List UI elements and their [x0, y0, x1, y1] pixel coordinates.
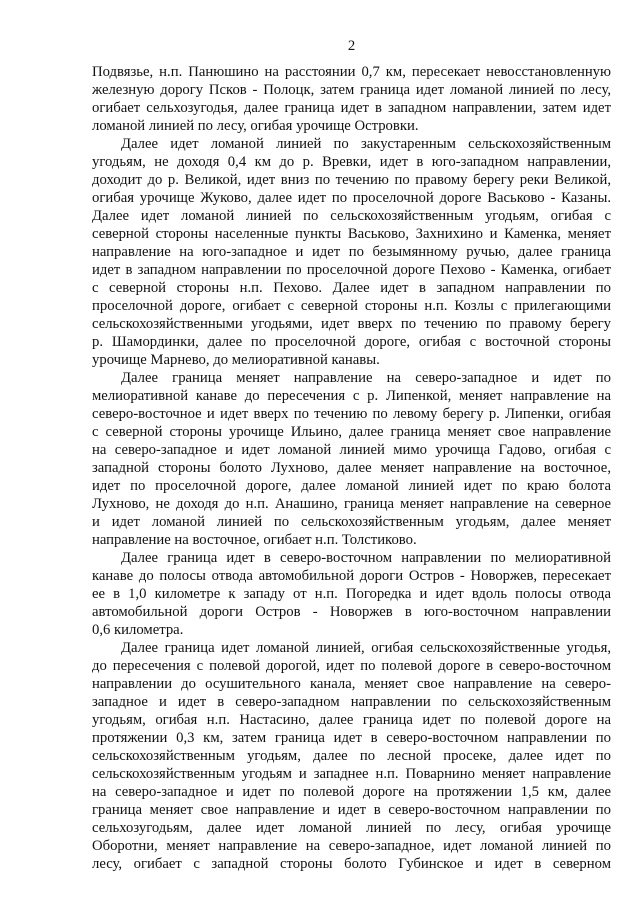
- text-line: урочище Марнево, до мелиоративной канавы.: [92, 352, 380, 368]
- text-line: протяжении 0,3 км, затем граница идет в северо-восточном направлении по: [92, 730, 611, 746]
- text-line: северной стороны населенные пункты Васьково, Захнихино и Каменка, меняет: [92, 226, 611, 242]
- text-line: западной стороны болото Лухново, далее меняет направление на восточное,: [92, 460, 611, 476]
- text-line: мелиоративной канаве до пересечения с р. Липенкой, меняет направление на: [92, 388, 611, 404]
- text-line: ее в 1,0 километре к западу от н.п. Погоредка и идет вдоль полосы отвода: [92, 586, 611, 602]
- text-line: железную дорогу Псков - Полоцк, затем граница идет ломаной линией по лесу,: [92, 82, 611, 98]
- text-line: р. Шамординки, далее по проселочной дороге, огибая с восточной стороны: [92, 334, 611, 350]
- text-line: направление на юго-западное и идет по безымянному ручью, далее граница: [92, 244, 611, 260]
- text-line: Лухново, не доходя до н.п. Анашино, граница меняет направление на северное: [92, 496, 611, 512]
- text-line: западное и идет в северо-западном направлении по сельскохозяйственным: [92, 694, 611, 710]
- text-line: на северо-западное и идет ломаной линией мимо урочища Гадово, огибая с: [92, 442, 611, 458]
- text-line: огибая урочище Жуково, далее идет по проселочной дороге Васьково - Казаны.: [92, 190, 611, 206]
- text-line: идет в западном направлении по проселочной дороге Пехово - Каменка, огибает: [92, 262, 611, 278]
- text-line: Оборотни, меняет направление на северо-западное, идет ломаной линией по: [92, 838, 611, 854]
- text-line: идет по проселочной дороге, далее ломаной линией идет по краю болота: [92, 478, 611, 494]
- text-line: Далее идет ломаной линией по сельскохозяйственным угодьям, огибая с: [92, 208, 611, 224]
- text-line: сельскохозяйственным угодьям и западнее н.п. Поварнино меняет направление: [92, 766, 611, 782]
- text-line: сельскохозяйственным угодьям, далее по лесной просеке, далее идет по: [92, 748, 611, 764]
- text-line: с северной стороны н.п. Пехово. Далее идет в западном направлении по: [92, 280, 611, 296]
- text-line: и идет ломаной линией по сельскохозяйственным угодьям, далее меняет: [92, 514, 611, 530]
- text-line: автомобильной дороги Остров - Новоржев в юго-восточном направлении: [92, 604, 611, 620]
- text-line: Далее граница меняет направление на северо-западное и идет по: [121, 370, 611, 386]
- text-line: Далее граница идет в северо-восточном направлении по мелиоративной: [121, 550, 611, 566]
- text-line: на северо-западное и идет по полевой дороге на протяжении 1,5 км, далее: [92, 784, 611, 800]
- paragraph: [92, 369, 611, 549]
- text-line: северо-восточное и идет вверх по течению по левому берегу р. Липенки, огибая: [92, 406, 611, 422]
- paragraph: [92, 63, 611, 135]
- text-line: проселочной дороге, огибает с северной стороны н.п. Козлы с прилегающими: [92, 298, 611, 314]
- text-line: огибает сельхозугодья, далее граница идет в западном направлении, затем идет: [92, 100, 611, 116]
- text-line: лесу, огибает с западной стороны болото Губинское и идет в северном: [92, 856, 611, 872]
- text-line: направление на восточное, огибает н.п. Толстиково.: [92, 532, 417, 548]
- text-line: сельскохозяйственными угодьями, идет вверх по течению по правому берегу: [92, 316, 611, 332]
- page-number: 2: [347, 38, 356, 54]
- text-line: граница меняет свое направление и идет в северо-восточном направлении по: [92, 802, 611, 818]
- text-line: Далее граница идет ломаной линией, огибая сельскохозяйственные угодья,: [121, 640, 611, 656]
- text-line: с северной стороны урочище Ильино, далее граница меняет свое направление: [92, 424, 611, 440]
- paragraph: [92, 639, 611, 873]
- paragraph: [92, 135, 611, 369]
- text-line: канаве до полосы отвода автомобильной дороги Остров - Новоржев, пересекает: [92, 568, 611, 584]
- text-line: угодьям, огибая н.п. Настасино, далее граница идет по полевой дороге на: [92, 712, 611, 728]
- text-line: угодьям, не доходя 0,4 км до р. Вревки, идет в юго-западном направлении,: [92, 154, 611, 170]
- text-line: до пересечения с полевой дорогой, идет по полевой дороге в северо-восточном: [92, 658, 611, 674]
- paragraph: [92, 549, 611, 639]
- document-body: [92, 63, 611, 873]
- text-line: направлении до осушительного канала, меняет свое направление на северо-: [92, 676, 611, 692]
- text-line: доходит до р. Великой, идет вниз по течению по правому берегу реки Великой,: [92, 172, 611, 188]
- text-line: Далее идет ломаной линией по закустаренным сельскохозяйственным: [121, 136, 611, 152]
- text-line: ломаной линией по лесу, огибая урочище Островки.: [92, 118, 419, 134]
- text-line: Подвязье, н.п. Панюшино на расстоянии 0,7 км, пересекает невосстановленную: [92, 64, 611, 80]
- text-line: 0,6 километра.: [92, 622, 184, 638]
- text-line: сельхозугодьям, далее идет ломаной линией по лесу, огибая урочище: [92, 820, 611, 836]
